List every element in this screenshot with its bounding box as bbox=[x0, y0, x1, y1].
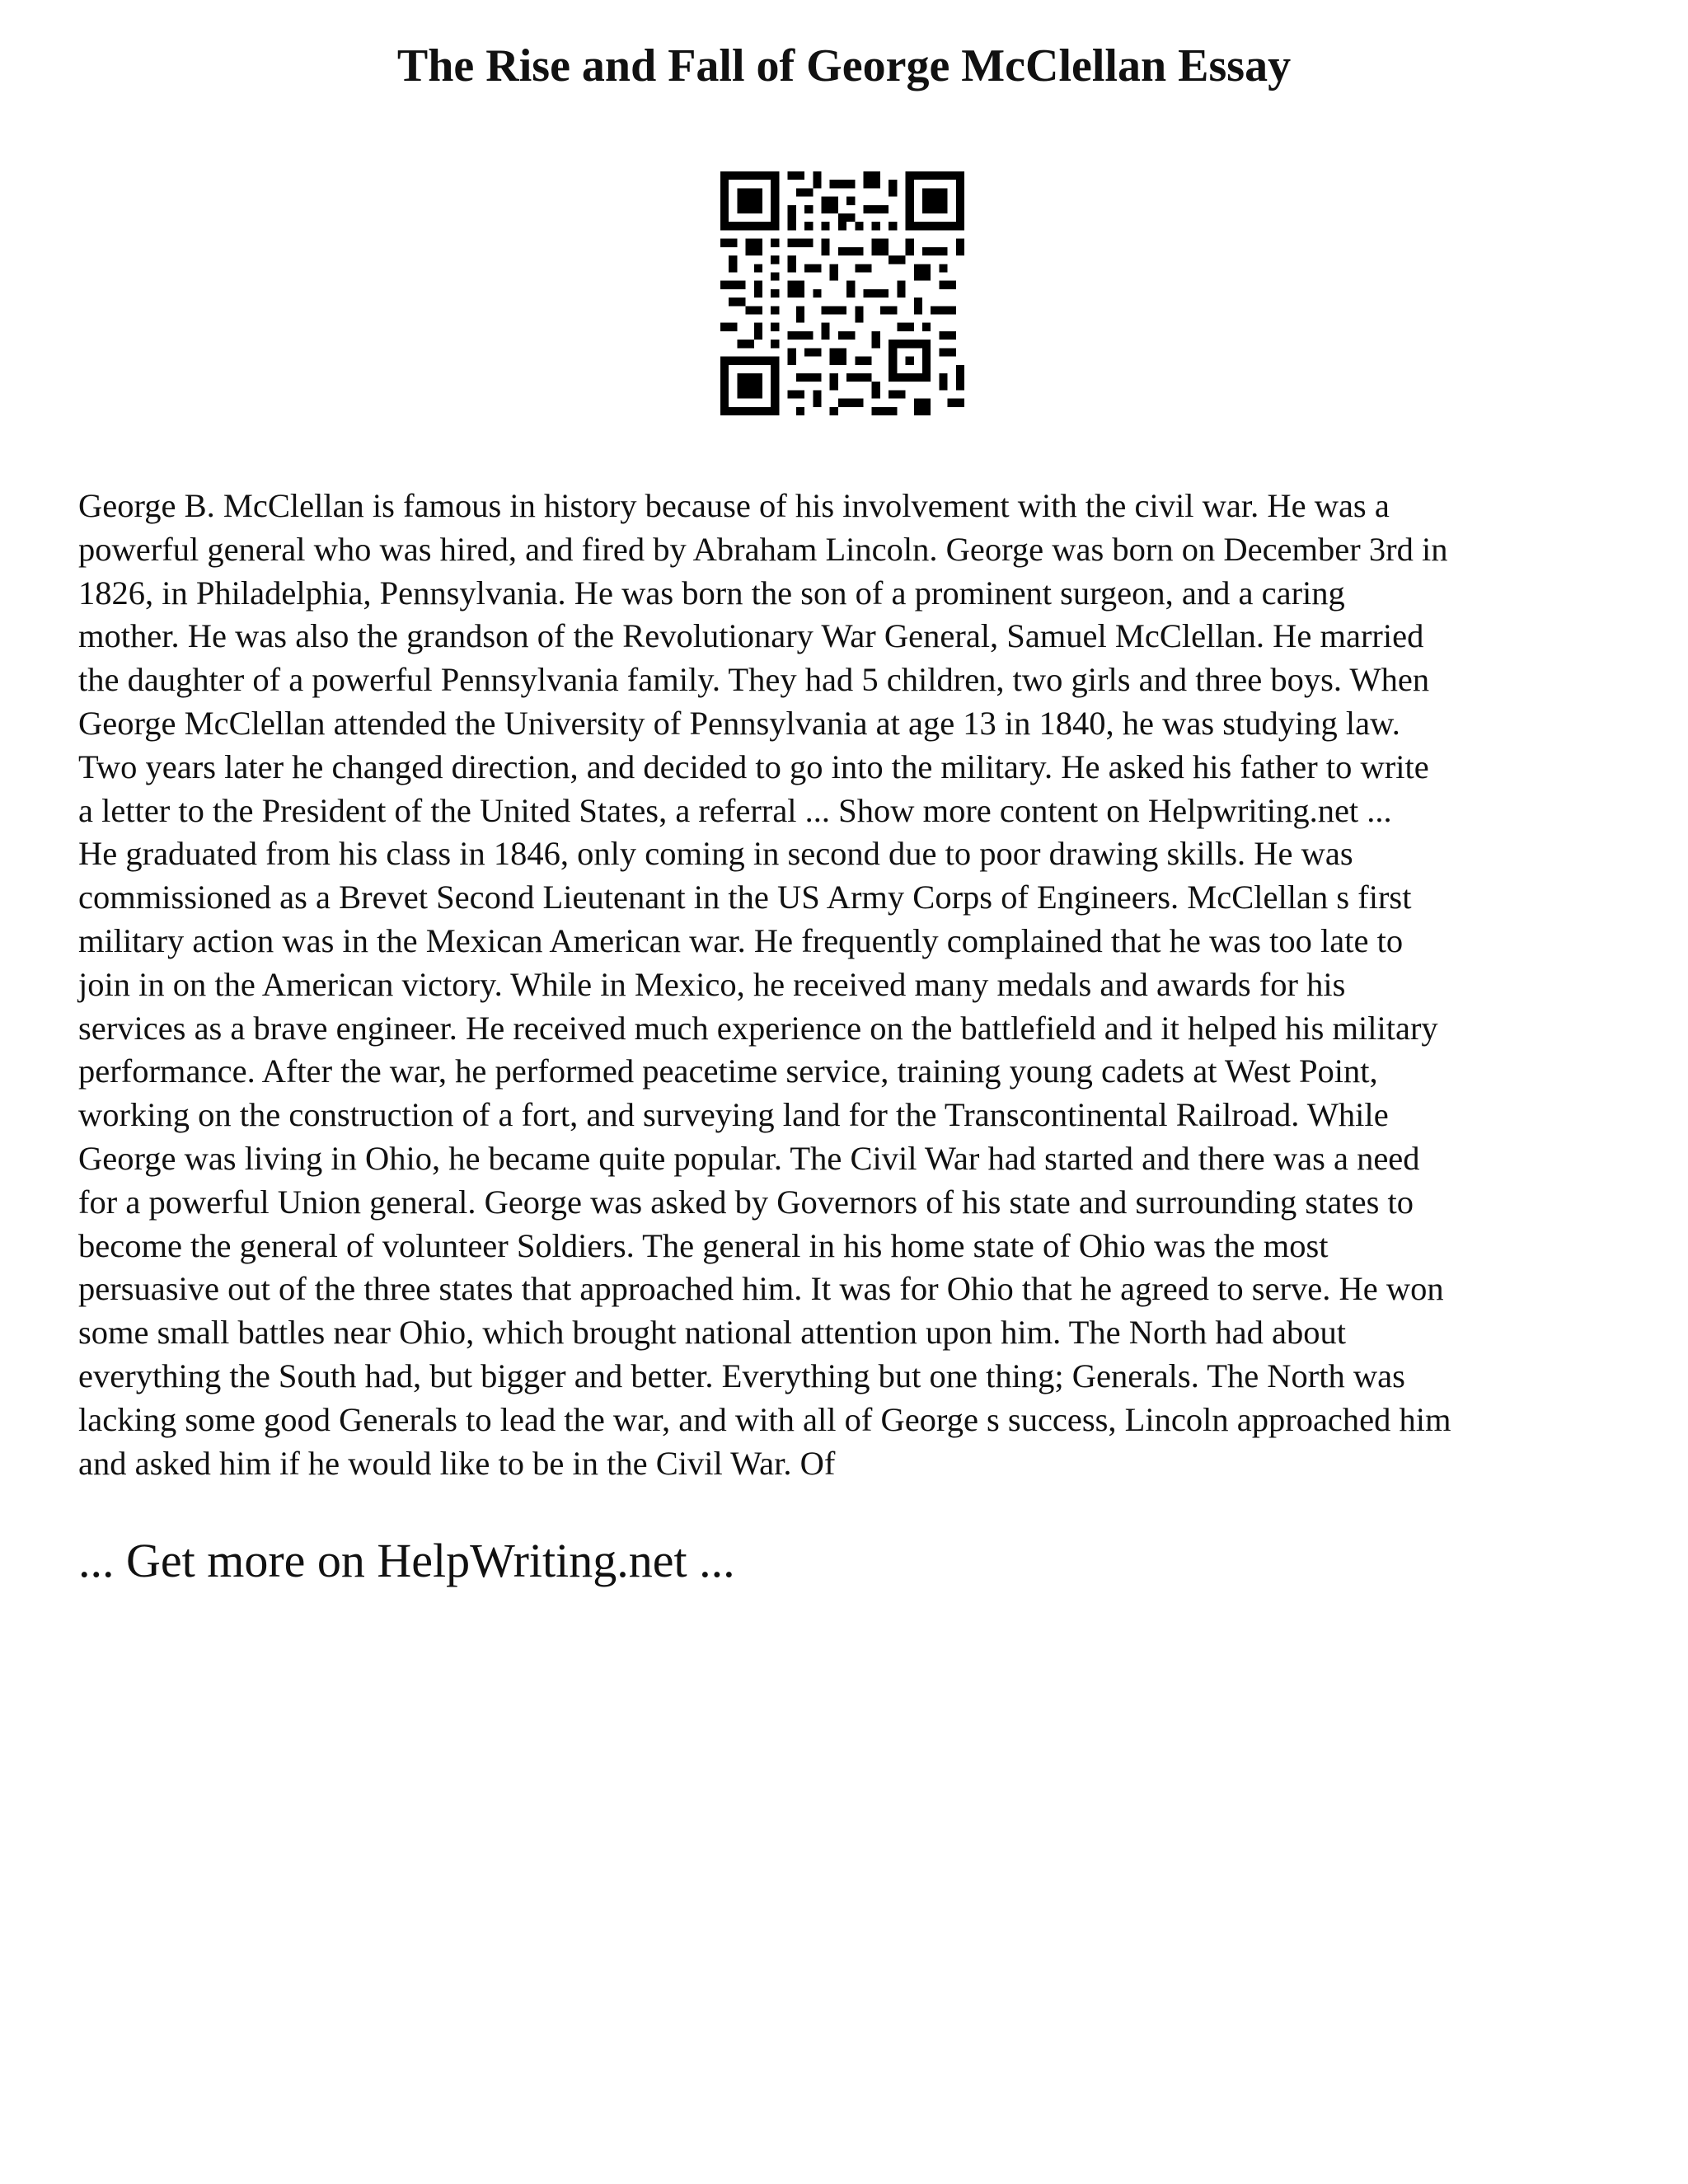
essay-line: George B. McClellan is famous in history because of his involvement with the civil war. He was a bbox=[78, 487, 1390, 524]
essay-line: military action was in the Mexican American war. He frequently complained that he was too late to bbox=[78, 921, 1404, 959]
document-title: The Rise and Fall of George McClellan Essay bbox=[396, 40, 1292, 91]
essay-line: commissioned as a Brevet Second Lieutenant in the US Army Corps of Engineers. McClellan s first bbox=[78, 879, 1412, 916]
essay-line: mother. He was also the grandson of the Revolutionary War General, Samuel McClellan. He married bbox=[78, 617, 1424, 655]
essay-line: become the general of volunteer Soldiers. The general in his home state of Ohio was the most bbox=[78, 1226, 1329, 1264]
qr-code-icon bbox=[720, 171, 964, 415]
essay-line: join in on the American victory. While in Mexico, he received many medals and awards for his bbox=[78, 965, 1346, 1003]
essay-line: He graduated from his class in 1846, only coming in second due to poor drawing skills. He was bbox=[78, 835, 1353, 873]
essay-line: and asked him if he would like to be in the Civil War. Of bbox=[78, 1444, 836, 1482]
essay-line: George was living in Ohio, he became quite popular. The Civil War had started and there was a need bbox=[78, 1139, 1420, 1177]
essay-line: lacking some good Generals to lead the war, and with all of George s success, Lincoln approached him bbox=[78, 1400, 1451, 1438]
essay-line: persuasive out of the three states that approached him. It was for Ohio that he agreed to serve. He won bbox=[78, 1270, 1444, 1308]
essay-line: George McClellan attended the University of Pennsylvania at age 13 in 1840, he was studying law. bbox=[78, 704, 1400, 742]
get-more-link[interactable]: ... Get more on HelpWriting.net ... bbox=[78, 1534, 735, 1587]
essay-line: for a powerful Union general. George was asked by Governors of his state and surrounding states to bbox=[78, 1183, 1414, 1221]
essay-line: working on the construction of a fort, and surveying land for the Transcontinental Railroad. While bbox=[78, 1096, 1389, 1134]
essay-line: some small battles near Ohio, which brought national attention upon him. The North had about bbox=[78, 1314, 1346, 1352]
essay-line: a letter to the President of the United States, a referral ... Show more content on Helpwriting.net ... bbox=[78, 791, 1392, 829]
essay-line: everything the South had, but bigger and better. Everything but one thing; Generals. The North was bbox=[78, 1357, 1405, 1394]
essay-body bbox=[78, 485, 1628, 1485]
essay-line: performance. After the war, he performed peacetime service, training young cadets at West Point, bbox=[78, 1052, 1378, 1090]
essay-line: the daughter of a powerful Pennsylvania family. They had 5 children, two girls and three boys. When bbox=[78, 661, 1430, 699]
essay-line: 1826, in Philadelphia, Pennsylvania. He was born the son of a prominent surgeon, and a caring bbox=[78, 574, 1345, 612]
essay-line: services as a brave engineer. He received much experience on the battlefield and it helped his military bbox=[78, 1009, 1438, 1047]
essay-line: powerful general who was hired, and fired by Abraham Lincoln. George was born on December 3rd in bbox=[78, 530, 1448, 568]
essay-line: Two years later he changed direction, and decided to go into the military. He asked his father to write bbox=[78, 748, 1429, 785]
